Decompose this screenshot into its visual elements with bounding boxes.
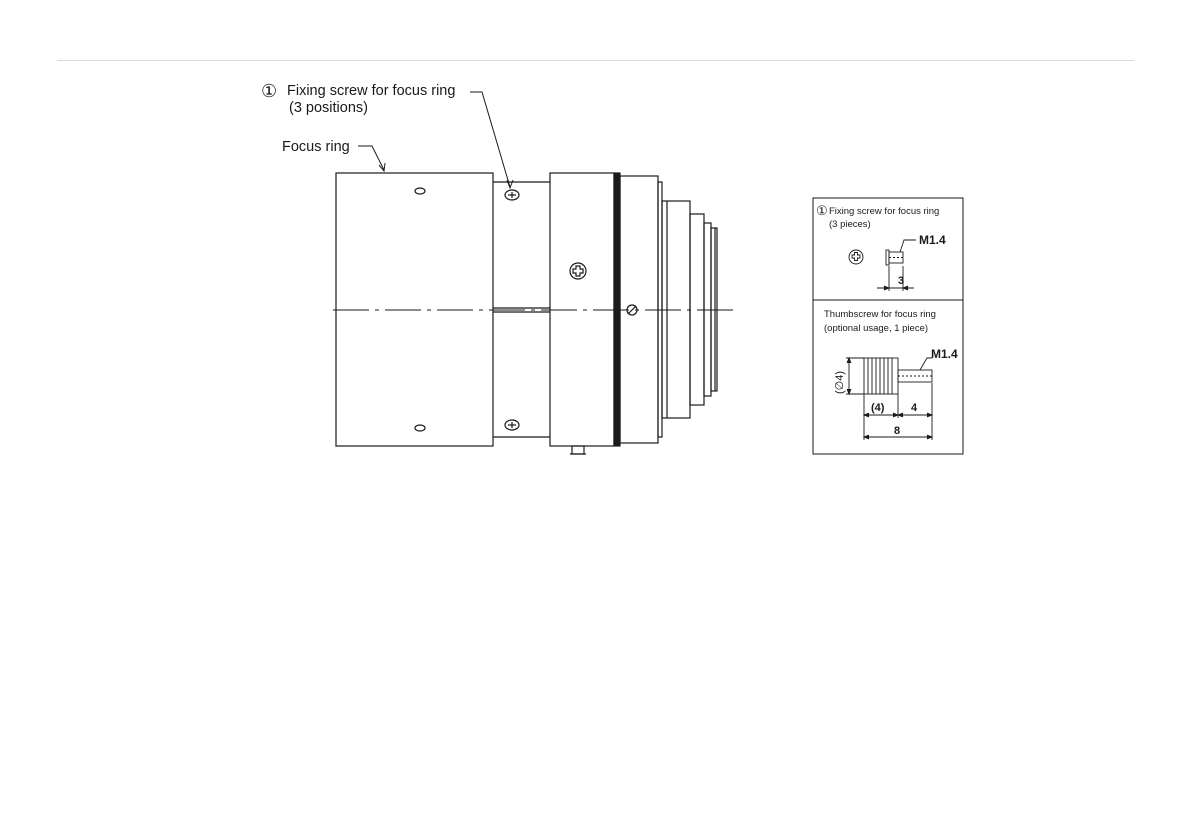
detail-fixing-title: Fixing screw for focus ring: [829, 206, 940, 217]
fixing-screw-bottom: [505, 420, 519, 430]
detail-thumbscrew-shank-len: 4: [911, 402, 918, 414]
thumbscrew-detail: [824, 309, 958, 440]
callout-labels: [261, 81, 455, 155]
detail-thumbscrew-total-len: 8: [894, 425, 901, 437]
fixing-screw-callout-number: ①: [261, 81, 278, 101]
fixing-screw-side-view: [877, 240, 916, 291]
fixing-screw-top: [505, 190, 519, 200]
detail-fixing-length: 3: [898, 275, 905, 287]
bottom-stud: [572, 446, 584, 454]
detail-thumbscrew-head-len: (4): [871, 402, 885, 414]
detail-thumbscrew-note: (optional usage, 1 piece): [824, 323, 929, 334]
body-phillips-screw: [570, 263, 586, 279]
fixing-screw-callout-qty: (3 positions): [289, 100, 368, 116]
detail-fixing-qty: (3 pieces): [829, 219, 871, 230]
focus-ring-slot-bottom: [415, 425, 425, 431]
fixing-screw-detail: [816, 203, 946, 291]
lens-side-view: [333, 92, 735, 454]
detail-box: [813, 198, 963, 454]
head-diameter-dimension: [846, 358, 864, 394]
focus-ring-callout: Focus ring: [282, 139, 350, 155]
knurled-head: [864, 358, 898, 394]
fixing-screw-callout-title: Fixing screw for focus ring: [287, 83, 456, 99]
focus-ring-slot-top: [415, 188, 425, 194]
detail-fixing-number: ①: [816, 203, 828, 218]
detail-thumbscrew-head-dia: (∅4): [834, 370, 846, 394]
detail-thumbscrew-title: Thumbscrew for focus ring: [824, 309, 936, 320]
phillips-head-symbol: [849, 250, 863, 264]
detail-thumbscrew-thread: M1.4: [931, 347, 958, 361]
thumbscrew-shank: [898, 358, 932, 382]
detail-fixing-thread: M1.4: [919, 233, 946, 247]
